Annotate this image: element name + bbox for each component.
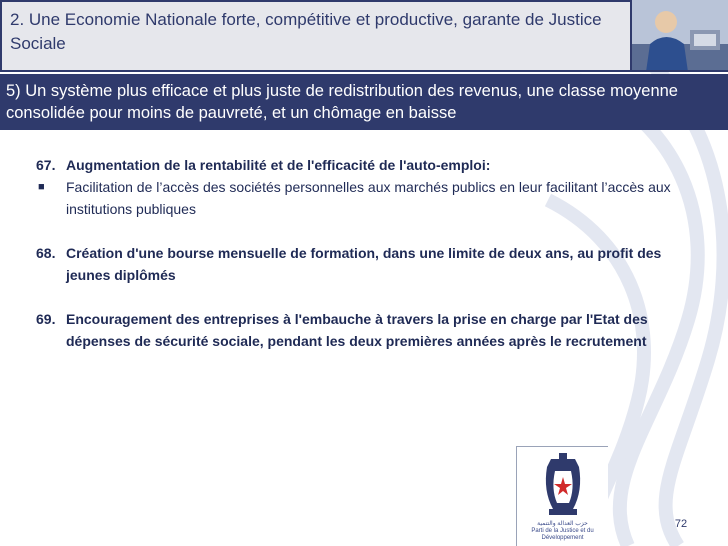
- item-title: Création d'une bourse mensuelle de formation, dans une limite de deux ans, au profit des jeunes diplômés: [66, 245, 662, 283]
- worker-photo: [632, 0, 728, 72]
- item-number: 68.: [36, 245, 56, 261]
- sub-bullet: [36, 176, 676, 220]
- sub-bullet-text: Facilitation de l’accès des sociétés personnelles aux marchés publics en leur facilitant l’accès aux institutions publiques: [66, 179, 671, 217]
- slide-subtitle: 5) Un système plus efficace et plus juste de redistribution des revenus, une classe moyenne consolidée pour moins de pauvreté, et un chômage en baisse: [6, 82, 678, 122]
- item-title: Encouragement des entreprises à l'embauche à travers la prise en charge par l'Etat des dépenses de sécurité sociale, pendant les deux premières années après le recrutement: [66, 311, 648, 349]
- square-bullet-icon: ■: [38, 181, 45, 193]
- slide-title: 2. Une Economie Nationale forte, compétitive et productive, garante de Justice Sociale: [10, 10, 602, 53]
- slide-title-bar: [0, 0, 632, 72]
- logo-caption-french: Parti de la Justice et du Développement: [531, 528, 594, 541]
- slide-subtitle-bar: [0, 74, 728, 130]
- list-item-67: [36, 154, 676, 176]
- lantern-logo-icon: [517, 447, 609, 527]
- item-number: 69.: [36, 311, 56, 327]
- list-item-69: [36, 308, 676, 352]
- item-title: Augmentation de la rentabilité et de l'efficacité de l'auto-emploi:: [66, 157, 491, 173]
- party-logo: [516, 446, 608, 546]
- item-number: 67.: [36, 157, 56, 173]
- logo-caption: [517, 521, 608, 542]
- slide-content: [36, 154, 676, 352]
- page-number: 72: [674, 518, 688, 530]
- worker-photo-image: [632, 0, 728, 72]
- list-item-68: [36, 242, 676, 286]
- logo-caption-arabic: حزب العدالة والتنمية: [537, 521, 588, 527]
